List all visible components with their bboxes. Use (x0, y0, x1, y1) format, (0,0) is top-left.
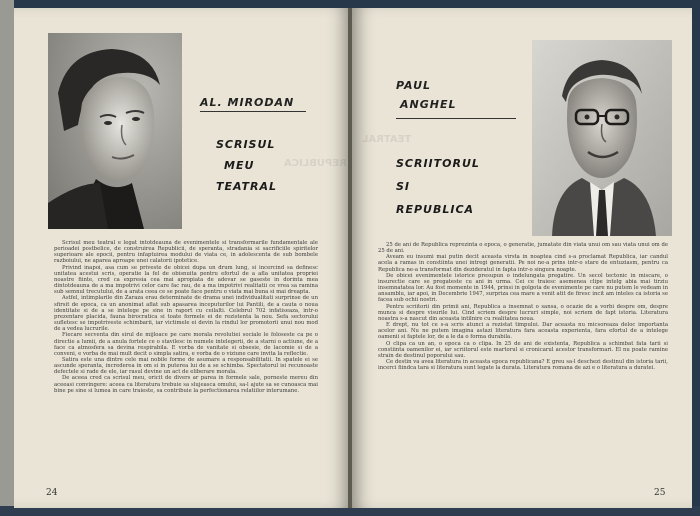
author-name-anghel (396, 76, 456, 114)
right-page (352, 8, 692, 508)
paragraph: Satira este una dintre cele mai nobile forme de asumare a responsabilitatii. In spatele ei se ascunde speranta, increderea in om si in puterea lui de a se schimba. Spectatorul isi recunoaste defectele si rade de ele, iar rasul devine un act de eliberare morala. (54, 356, 318, 376)
essay-title-line-2: SI (396, 180, 411, 193)
paragraph: Privind inapoi, asa cum se priveste de obicei dupa un drum lung, si incercind sa definesc unitatea acestui scris, operatie la fel de obisnuita pentru efortul de a afla unitatea propriei noastre fiinte, cred ca expresia cea mai apropiata de adevar se gaseste in dorinta mea dintotdeauna de a ma impotrivi celor care fac rau, de a ma impotrivi realitatii ce vrea sa ramina sub semnul trecutului, de a arata ceea ce se poate face pentru o viata mai buna si mai dreapta. (54, 264, 318, 296)
author-portrait-anghel (532, 40, 672, 236)
essay-title-line-2: MEU (224, 159, 255, 172)
essay-body-right (378, 242, 668, 371)
page-number-left: 24 (46, 488, 58, 498)
left-page (14, 8, 350, 508)
author-first-name: PAUL (396, 79, 432, 92)
essay-title-line-1: SCRISUL (216, 138, 276, 151)
paragraph: Fiecare secventa din sirul de mijloace pe care morala revolutiei sociale le foloseste ca pe o directie a lumii, de a anula fortele ce o stavilesc in numele intelegerii, de a starni o actiune, de a face ca atmosfera sa devina respirabila. E vorba de vanitate si obsesie, de lacomie si de a conveni, e vorba de mai mult decit o simpla satira, e vorba de o viziune care invita la reflectie. (54, 332, 318, 357)
paragraph: Ce destin va avea literatura in aceasta epoca republicana? E greu sa-l deschezi destinul din istoria tarii, incerci fiindca tara si literatura sunt legate la durata. Literatura romana de azi e o literatura a duratei. (378, 358, 668, 372)
essay-title-right (396, 152, 480, 221)
page-number-right: 25 (654, 488, 666, 498)
essay-body-left (54, 240, 318, 394)
paragraph: O clipa ca un an, o epoca ca o clipa. In 25 de ani de existenta, Republica a schimbat fata tarii si constiinta oamenilor ei, iar scriitorul este martorul si cronicarul acestor transformari. El nu poate ramine strain de destinul poporului sau. (378, 340, 668, 359)
paragraph: Aveam eu insumi mai putin decit aceasta virsta in noaptea cind s-a proclamat Republica, iar candul acela a ramas in constiinta unei intregi generatii. Pe noi ne-a prins intr-o stare de entuziasm, pentru ca Republica ne-a transformat din dezideratul in fapta intr-o singura noapte. (378, 254, 668, 273)
essay-title-left (216, 134, 277, 197)
essay-title-line-1: SCRIITORUL (396, 157, 480, 170)
paragraph: E drept, nu tot ce s-a scris atunci a rezistat timpului. Dar aceasta nu micsoreaza deloc importanta acelor ani. Nu ne putem imagina astazi literatura fara aceasta experienta, fara efortul de a intelege oamenii si faptele lor, de a le da o forma durabila. (378, 322, 668, 341)
book-cover-edge-left (0, 0, 14, 516)
show-through-text-right: TEATRAL (362, 134, 412, 145)
author-portrait-mirodan (48, 33, 182, 229)
show-through-text-left: REPUBLICA (284, 158, 347, 169)
essay-title-line-3: TEATRAL (216, 180, 277, 193)
paragraph: Astfel, intimplarile din Zaraza erau determinate de drama unei individualitati surprinse de un sfirsit de epoca, ca un anonimat aflat sub apasarea inceputurilor lui Pantili, de a cauta o noua identitate si de a se intelege pe sine in raport cu ceilalti. Celebrul 702 infatiseaza, intr-o prezentare placida, fauna birocratica si toate formele ei de rezistenta la nou. Sefa sectorului sufletesc se impotriveste schimbarii, iar victimele ei devin la rindul lor promotorii unui nou mod de a vedea lucrurile. (54, 295, 318, 333)
paragraph: Pentru scriitorii din primii ani, Republica a insemnat o sansa, o ocazie de a vorbi despre om, despre munca si despre visurile lui. Cind scriem despre lucruri simple, noi scriem de fapt istoria. Literatura noastra s-a nascut din aceasta intilnire cu realitatea noua. (378, 303, 668, 322)
paragraph: Scrisul meu teatral e legat intotdeauna de evenimentele si transformarile fundamentale ale perioadei postbelice, de construirea Republicii, de speranta, stradania si sacrificiile spiritelor superioare ale epocii, pentru infaptuirea modului de viata ce, in adolescenta de sub bombele razboiului, ne aparea aproape unei calatorii ipotetice. (54, 240, 318, 265)
paragraph: De obicei evenimentele istorice presupun o indelungata pregatire. Un secol tectonic in miscare, o insurectie care se pregateste cu ani in urma. Cei ce traiesc asemenea clipe intelg abia mai tirziu insemnatatea lor. Au fost momente in 1944, prinsi in golgota de evenimente pe care nu putem le vedeam in ansamblu, iar apoi, in Decembrie 1947, surpriza cea mare a venit atit de firesc incit am inteles ca istoria se facea sub ochii nostri. (378, 272, 668, 304)
author-underline-right (396, 118, 516, 119)
paragraph: 25 de ani de Republica reprezinta o epoca, o generatie, jumatate din viata unui om sau viata unui om de 25 de ani. (378, 242, 668, 255)
author-last-name: ANGHEL (400, 98, 457, 111)
essay-title-line-3: REPUBLICA (396, 203, 475, 216)
paragraph: De aceea cred ca scrisul meu, oricit de divers ar parea in formele sale, porneste mereu din aceeasi convingere: aceea ca literatura trebuie sa slujeasca omului, sa-l ajute sa se cunoasca mai bine pe sine si lumea in care traieste, sa contribuie la perfectionarea relatiilor interumane. (54, 375, 318, 394)
author-underline-left (200, 111, 306, 112)
author-name-mirodan: AL. MIRODAN (200, 96, 295, 109)
